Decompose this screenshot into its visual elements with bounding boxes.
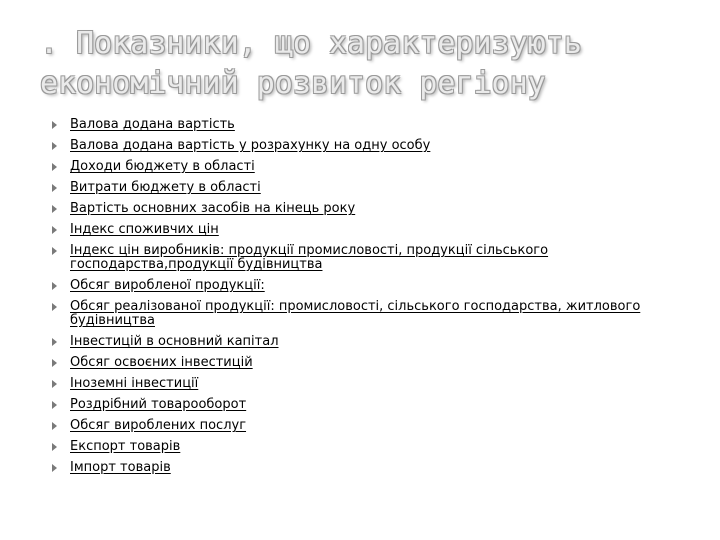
list-item-text: Індекс цін виробників: продукції промисловості, продукції сільського господарства,продукції будівництва (70, 243, 549, 272)
list-item (52, 160, 692, 174)
list-item (52, 279, 692, 293)
indicator-list (52, 118, 692, 482)
list-item-text: Імпорт товарів (70, 460, 171, 475)
triangle-bullet-icon (52, 422, 57, 430)
list-item (52, 335, 692, 349)
list-item (52, 398, 692, 412)
list-item (52, 419, 692, 433)
triangle-bullet-icon (52, 401, 57, 409)
list-item (52, 440, 692, 454)
list-item (52, 202, 692, 216)
list-item (52, 118, 692, 132)
triangle-bullet-icon (52, 184, 57, 192)
list-item-text: Вартість основних засобів на кінець року (70, 201, 356, 216)
triangle-bullet-icon (52, 359, 57, 367)
triangle-bullet-icon (52, 282, 57, 290)
list-item-text: Експорт товарів (70, 439, 181, 454)
triangle-bullet-icon (52, 163, 57, 171)
list-item (52, 223, 692, 237)
list-item-text: Інвестицій в основний капітал (70, 334, 279, 349)
triangle-bullet-icon (52, 443, 57, 451)
triangle-bullet-icon (52, 226, 57, 234)
list-item-text: Обсяг виробленої продукції: (70, 278, 265, 293)
list-item (52, 181, 692, 195)
triangle-bullet-icon (52, 380, 57, 388)
list-item-text: Обсяг реалізованої продукції: промисловості, сільського господарства, житлового будівництва (70, 299, 641, 328)
triangle-bullet-icon (52, 121, 57, 129)
triangle-bullet-icon (52, 205, 57, 213)
slide-title: . Показники, що характеризують економічний розвиток регіону (40, 26, 582, 101)
list-item-text: Роздрібний товарооборот (70, 397, 247, 412)
triangle-bullet-icon (52, 338, 57, 346)
triangle-bullet-icon (52, 142, 57, 150)
list-item-text: Обсяг освоєних інвестицій (70, 355, 253, 370)
list-item-text: Доходи бюджету в області (70, 159, 255, 174)
list-item (52, 356, 692, 370)
triangle-bullet-icon (52, 464, 57, 472)
list-item (52, 461, 692, 475)
list-item-text: Обсяг вироблених послуг (70, 418, 247, 433)
triangle-bullet-icon (52, 247, 57, 255)
list-item-text: Витрати бюджету в області (70, 180, 261, 195)
list-item (52, 377, 692, 391)
triangle-bullet-icon (52, 303, 57, 311)
list-item-text: Валова додана вартість (70, 117, 235, 132)
list-item (52, 139, 692, 153)
list-item-text: Іноземні інвестиції (70, 376, 199, 391)
list-item (52, 244, 692, 272)
list-item-text: Валова додана вартість у розрахунку на одну особу (70, 138, 431, 153)
list-item-text: Індекс споживчих цін (70, 222, 219, 237)
list-item (52, 300, 692, 328)
